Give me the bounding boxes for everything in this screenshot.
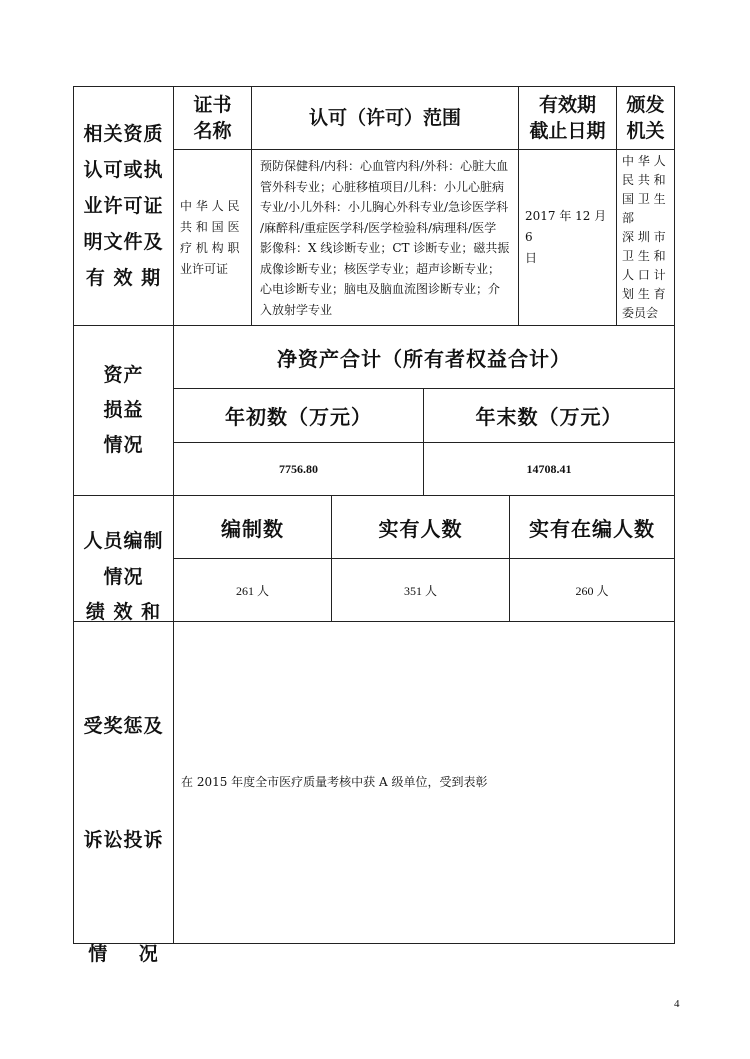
actual-value: 351 人: [331, 558, 510, 622]
end-year-value: 14708.41: [423, 442, 675, 496]
header-issuer: 颁发 机关: [616, 86, 675, 150]
actual-header: 实有人数: [331, 495, 510, 559]
actual-in-quota-value: 260 人: [509, 558, 675, 622]
performance-row-label: 绩 效 和 受奖惩及 诉讼投诉 情 况: [73, 621, 174, 944]
qualification-row-label: 相关资质 认可或执 业许可证 明文件及 有 效 期: [73, 86, 174, 326]
begin-year-value: 7756.80: [173, 442, 424, 496]
net-assets-header: 净资产合计（所有者权益合计）: [173, 325, 675, 389]
begin-year-header: 年初数（万元）: [173, 388, 424, 443]
header-scope: 认可（许可）范围: [251, 86, 519, 150]
expiry-value: 2017 年 12 月 6 日: [518, 149, 617, 326]
staffing-row-label: 人员编制 情况: [73, 495, 174, 622]
actual-in-quota-header: 实有在编人数: [509, 495, 675, 559]
end-year-header: 年末数（万元）: [423, 388, 675, 443]
header-expiry: 有效期 截止日期: [518, 86, 617, 150]
performance-value: 在 2015 年度全市医疗质量考核中获 A 级单位，受到表彰: [173, 621, 675, 944]
quota-header: 编制数: [173, 495, 332, 559]
page-number: 4: [674, 998, 680, 1010]
quota-value: 261 人: [173, 558, 332, 622]
header-cert-name: 证书 名称: [173, 86, 252, 150]
cert-name-value: 中 华 人 民 共 和 国 医 疗 机 构 职 业许可证: [173, 149, 252, 326]
assets-row-label: 资产 损益 情况: [73, 325, 174, 496]
scope-value: 预防保健科/内科：心血管内科/外科：心脏大血 管外科专业；心脏移植项目/儿科：小儿心脏病 专业/小儿外科：小儿胸心外科专业/急诊医学科 /麻醉科/重症医学科/医学检验科/病理科/医学 影像科：X 线诊断专业；CT 诊断专业；磁共振 成像诊断专业；核医学专业；超声诊断专业； 心电诊断专业；脑电及脑血流图诊断专业；介 入放射学专业: [251, 149, 519, 326]
issuer-value: 中 华 人 民 共 和 国 卫 生 部 深 圳 市 卫 生 和 人 口 计 划 生 育 委员会: [616, 149, 675, 326]
